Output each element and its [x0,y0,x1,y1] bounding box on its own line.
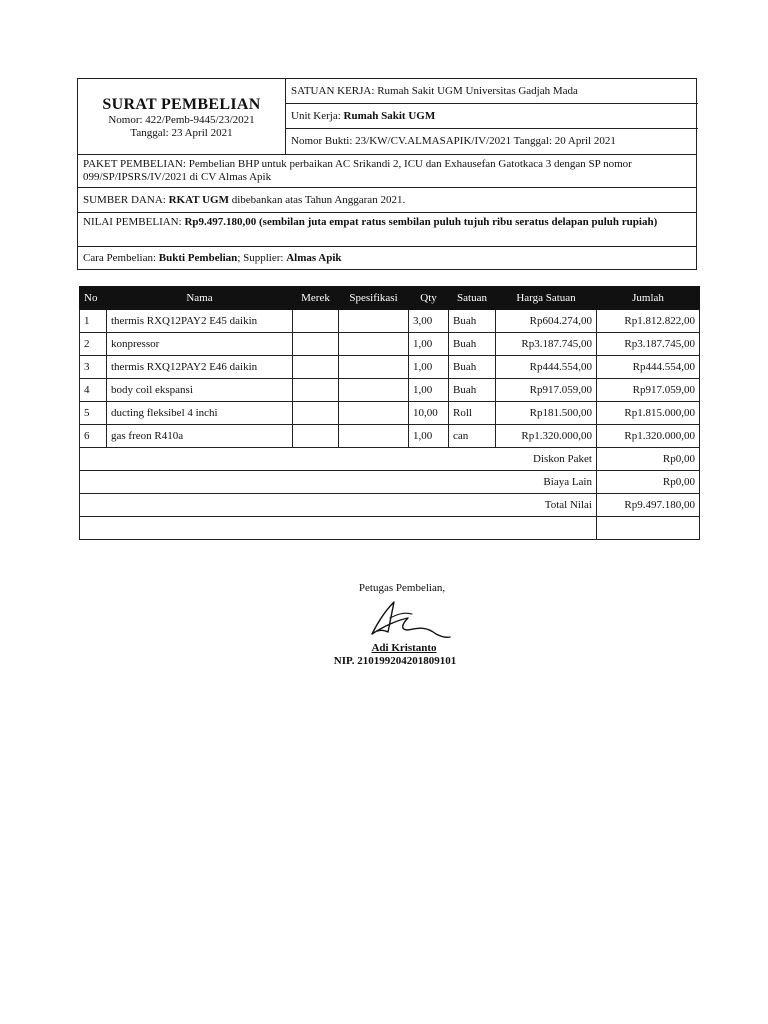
cell-satuan: can [449,425,496,448]
cell-merek [293,333,339,356]
cell-qty: 10,00 [409,402,449,425]
col-header: Spesifikasi [339,287,409,310]
items-table [79,286,700,540]
nomor-bukti-value: 23/KW/CV.ALMASAPIK/IV/2021 Tanggal: 20 April 2021 [355,135,616,147]
col-header: No [80,287,107,310]
cell-spesifikasi [339,333,409,356]
col-header: Merek [293,287,339,310]
nilai-pembelian-value: Rp9.497.180,00 (sembilan juta empat ratus sembilan puluh tujuh ribu seratus delapan puluh rupiah) [184,216,658,228]
cell-harga: Rp444.554,00 [496,356,597,379]
cell-jumlah: Rp1.815.000,00 [597,402,700,425]
cell-satuan: Buah [449,333,496,356]
summary-row-empty [80,517,700,540]
satuan-kerja-value: Rumah Sakit UGM Universitas Gadjah Mada [377,85,578,97]
cara-pembelian-row: Cara Pembelian: Bukti Pembelian; Supplier: Almas Apik [78,246,696,270]
cara-pembelian-value: Bukti Pembelian [158,252,238,264]
cell-merek [293,379,339,402]
cell-no: 2 [80,333,107,356]
table-row [80,425,700,448]
cell-merek [293,356,339,379]
cell-harga: Rp3.187.745,00 [496,333,597,356]
cell-qty: 1,00 [409,379,449,402]
unit-kerja-row: Unit Kerja: Rumah Sakit UGM [286,104,698,129]
nomor-bukti-row: Nomor Bukti: 23/KW/CV.ALMASAPIK/IV/2021 Tanggal: 20 April 2021 [291,135,616,147]
summary-label: Total Nilai [80,494,597,517]
col-header: Harga Satuan [496,287,597,310]
cell-spesifikasi [339,310,409,333]
document-date: Tanggal: 23 April 2021 [130,127,233,139]
sumber-dana-row: SUMBER DANA: RKAT UGM dibebankan atas Tahun Anggaran 2021. [78,187,696,212]
document-number: Nomor: 422/Pemb-9445/23/2021 [108,114,255,126]
cell-satuan: Buah [449,379,496,402]
summary-label: Diskon Paket [80,448,597,471]
summary-value: Rp0,00 [597,448,700,471]
cell-no: 1 [80,310,107,333]
summary-label [80,517,597,540]
cell-qty: 1,00 [409,333,449,356]
cell-jumlah: Rp1.320.000,00 [597,425,700,448]
cell-nama: ducting fleksibel 4 inchi [107,402,293,425]
summary-row-diskon [80,448,700,471]
supplier-value: Almas Apik [286,252,342,264]
cell-qty: 3,00 [409,310,449,333]
paket-pembelian-value: Pembelian BHP untuk perbaikan AC Srikandi 2, ICU dan Exhausefan Gatotkaca 3 dengan SP nomor 099/SP/IPSRS/IV/2021 di CV Almas Apik [83,158,632,183]
cell-satuan: Roll [449,402,496,425]
col-header: Satuan [449,287,496,310]
cell-harga: Rp1.320.000,00 [496,425,597,448]
table-row [80,356,700,379]
cell-qty: 1,00 [409,356,449,379]
cell-nama: thermis RXQ12PAY2 E46 daikin [107,356,293,379]
cell-spesifikasi [339,379,409,402]
cell-harga: Rp181.500,00 [496,402,597,425]
cell-spesifikasi [339,356,409,379]
signer-name: Adi Kristanto [371,642,437,654]
summary-label: Biaya Lain [80,471,597,494]
header-block [77,78,697,270]
cell-jumlah: Rp444.554,00 [597,356,700,379]
sumber-dana-value: RKAT UGM [168,194,229,206]
summary-value: Rp0,00 [597,471,700,494]
cell-merek [293,402,339,425]
cell-no: 5 [80,402,107,425]
table-row [80,333,700,356]
summary-value [597,517,700,540]
col-header: Jumlah [597,287,700,310]
cell-nama: gas freon R410a [107,425,293,448]
table-row [80,310,700,333]
cell-jumlah: Rp1.812.822,00 [597,310,700,333]
cell-no: 6 [80,425,107,448]
cell-spesifikasi [339,402,409,425]
table-row [80,402,700,425]
col-header: Qty [409,287,449,310]
cell-harga: Rp917.059,00 [496,379,597,402]
cell-nama: body coil ekspansi [107,379,293,402]
cell-no: 3 [80,356,107,379]
document-title: SURAT PEMBELIAN [102,96,261,113]
signer-role: Petugas Pembelian, [358,582,446,594]
signer-nip: NIP. 210199204201809101 [333,655,457,667]
unit-kerja-value: Rumah Sakit UGM [343,110,436,122]
cell-nama: thermis RXQ12PAY2 E45 daikin [107,310,293,333]
cell-merek [293,310,339,333]
summary-row-biaya-lain [80,471,700,494]
title-box [78,79,286,154]
cell-jumlah: Rp917.059,00 [597,379,700,402]
cell-nama: konpressor [107,333,293,356]
summary-value: Rp9.497.180,00 [597,494,700,517]
cell-harga: Rp604.274,00 [496,310,597,333]
handwritten-signature-image [364,596,454,646]
cell-jumlah: Rp3.187.745,00 [597,333,700,356]
cell-qty: 1,00 [409,425,449,448]
cell-no: 4 [80,379,107,402]
summary-row-total [80,494,700,517]
col-header: Nama [107,287,293,310]
cell-satuan: Buah [449,356,496,379]
table-header-row [80,287,700,310]
cell-spesifikasi [339,425,409,448]
paket-pembelian-row: PAKET PEMBELIAN: Pembelian BHP untuk perbaikan AC Srikandi 2, ICU dan Exhausefan Gatotkaca 3 dengan SP nomor 099/SP/IPSRS/IV/2021 di CV Almas Apik [78,154,696,187]
table-row [80,379,700,402]
satuan-kerja-row: SATUAN KERJA: Rumah Sakit UGM Universitas Gadjah Mada [286,79,698,104]
cell-merek [293,425,339,448]
cell-satuan: Buah [449,310,496,333]
nilai-pembelian-row: NILAI PEMBELIAN: Rp9.497.180,00 (sembilan juta empat ratus sembilan puluh tujuh ribu seratus delapan puluh rupiah) [78,212,696,246]
